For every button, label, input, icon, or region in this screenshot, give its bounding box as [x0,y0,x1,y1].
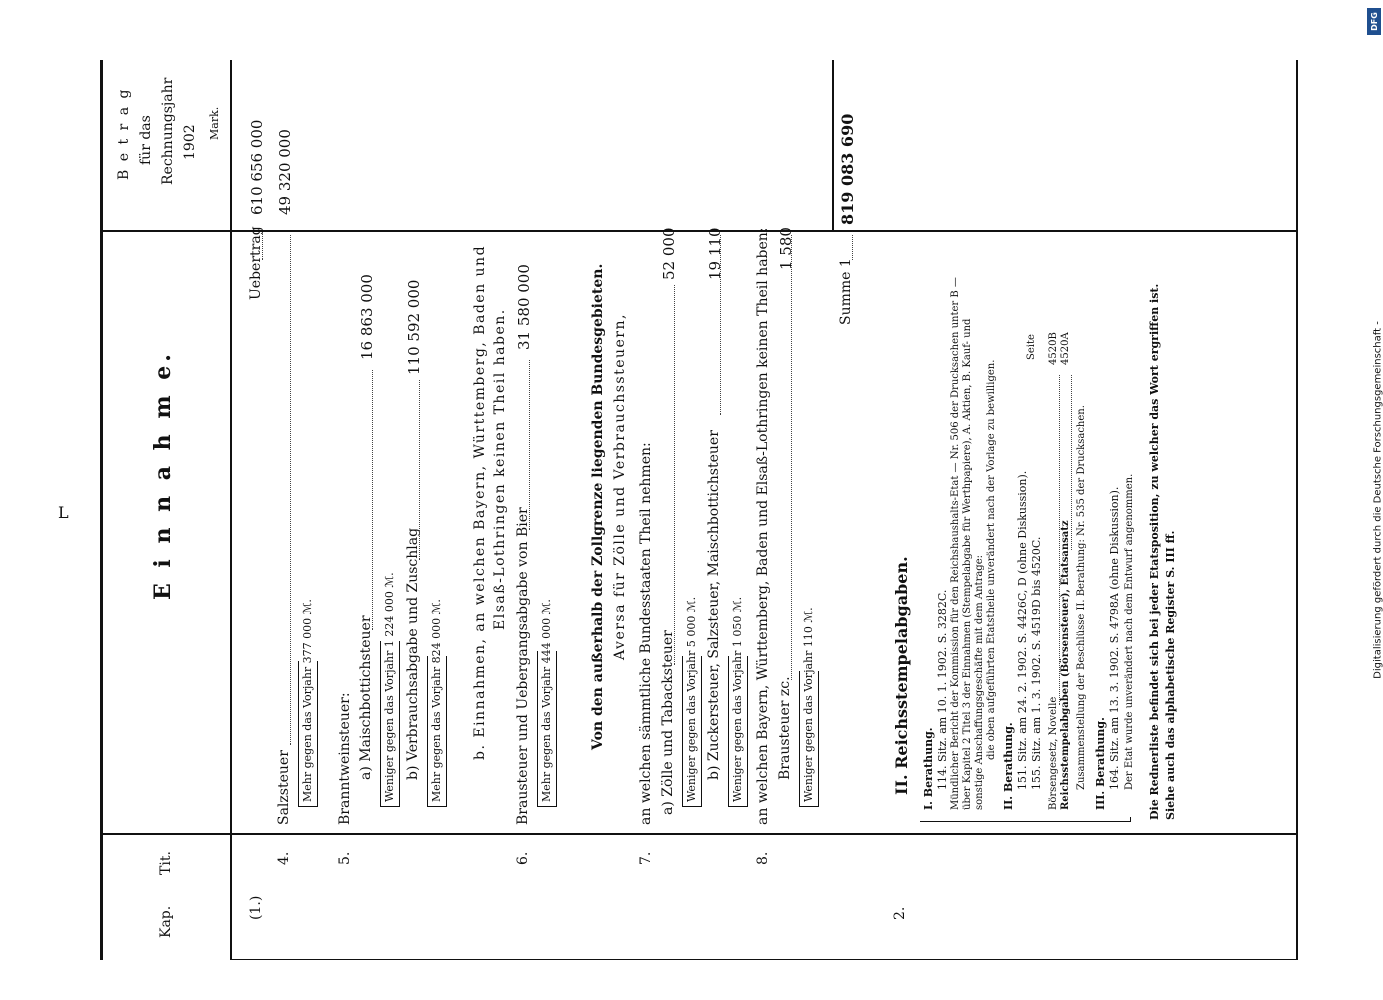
seite-value-1: 4520B [1048,332,1059,365]
tit-4-number: 4. [276,851,292,865]
total-underline [832,60,834,232]
report-line-2: über Kapitel 2 Titel 3 der Einnahmen (Stempelabgabe für Werthpapiere), A. Aktien, B. Kauf- und [962,318,973,810]
kap-tit-divider [230,959,1296,960]
tit-8-leader [791,235,792,680]
report-line-1: Mündlicher Bericht der Kommission für den Reichshaushalts-Etat — Nr. 506 der Drucksachen unter B — [950,277,961,810]
mark-header: Mark. [208,106,221,140]
tit-header: Tit. [158,851,174,875]
table-bottom-rule [1296,60,1298,960]
year-header: 1902 [182,124,198,160]
seite-label: Seite [1026,334,1037,360]
tit-5b-leader [419,380,420,560]
reading-3-heading: III. Berathung. [1094,717,1107,810]
uebertrag-label: Uebertrag [248,226,264,300]
tit-8-label: an welchen Bayern, Württemberg, Baden und Elsaß-Lothringen keinen Theil haben: [755,227,771,825]
tit-7b-label: b) Zuckersteuer, Salzsteuer, Maischbottichsteuer [706,430,722,780]
reading-2-line-1: 151. Sitz. am 24. 2. 1902. S. 4426C, D (ohne Diskussion). [1016,470,1029,790]
summe-leader [852,235,853,260]
tit-5b-note: Mehr gegen das Vorjahr 824 000 ℳ. [430,599,443,802]
section-b-heading-1: b. Einnahmen, an welchen Bayern, Württemberg, Baden und [472,244,488,760]
section-c-heading-1: Von den außerhalb der Zollgrenze liegenden Bundesgebieten. [590,263,606,750]
reading-3-line: 164. Sitz. am 13. 3. 1902. S. 4798A (ohne Diskussion). [1108,486,1121,790]
report-line-4: die oben aufgeführten Etatstheile unverändert nach der Vorlage zu bewilligen. [986,359,997,760]
section-2-bracket [920,817,1131,822]
tit-7a-amount: 52 000 [660,227,678,280]
tit-5a-note: Weniger gegen das Vorjahr 1 224 000 ℳ. [383,572,396,802]
summe-label: Summe 1 [838,258,854,325]
reading-3-note: Der Etat wurde unverändert nach dem Entwurf angenommen. [1124,473,1135,790]
reading-1-heading: I. Berathung. [922,727,935,810]
uebertrag-amount: 610 656 000 [248,119,266,215]
tit-4-label: Salzsteuer [276,750,292,825]
uebertrag-leader [262,232,263,260]
page-letter: L [58,503,69,522]
tit-5a-label: a) Maischbottichsteuer [358,615,374,780]
page-title: E i n n a h m e. [150,350,176,600]
tit-5-number: 5. [337,851,353,865]
tit-6-amount: 31 580 000 [515,264,533,350]
tit-7-number: 7. [638,851,654,865]
tit-4-leader [290,235,291,745]
tit-column-rule [100,833,1296,835]
kap-header: Kap. [158,905,174,938]
tit-4-note: Mehr gegen das Vorjahr 377 000 ℳ. [301,599,314,802]
tit-8-note: Weniger gegen das Vorjahr 110 ℳ. [802,607,815,802]
tit-5b-amount: 110 592 000 [405,279,423,375]
boerse-line-2: Reichsstempelabgaben (Börsensteuer), Etatsansatz [1060,520,1071,810]
tit-8-number: 8. [755,851,771,865]
reading-2-heading: II. Berathung. [1002,722,1015,810]
kap-2-label: 2. [892,906,908,920]
speaker-list-note: Die Rednerliste befindet sich bei jeder Etatsposition, zu welcher das Wort ergriffen ist. [1148,283,1161,820]
reading-1-line: 114. Sitz. am 10. 1. 1902. S. 3282C. [936,589,949,790]
header-rule [230,60,232,960]
kap-1-label: (1.) [248,895,264,920]
summe-amount: 819 083 690 [838,113,857,225]
rotated-table [100,60,1300,960]
report-line-3: sonstige Anschaffungsgeschäfte mit dem Antrage: [974,555,985,810]
dfg-logo: DFG [1367,8,1381,35]
fuer-das-header: für das [138,115,154,165]
amount-column-rule [100,230,1296,232]
tit-4-amount: 49 320 000 [276,129,294,215]
rechnungsjahr-header: Rechnungsjahr [160,77,176,185]
tit-7a-label: a) Zölle und Tabacksteuer [660,630,676,815]
section-c-heading-2: Aversa für Zölle und Verbrauchssteuern, [612,313,628,660]
tit-7b-amount: 19 110 [706,227,724,280]
tit-5a-amount: 16 863 000 [358,274,376,360]
tit-7-label: an welchen sämmtliche Bundesstaaten Theil nehmen: [638,442,654,825]
boerse-leader-2 [1071,375,1072,550]
tit-7b-note: Weniger gegen das Vorjahr 1 050 ℳ. [731,596,744,802]
digitization-credit: Digitalisierung gefördert durch die Deutsche Forschungsgemeinschaft - [1372,321,1383,679]
zusammenstellung-line: Zusammenstellung der Beschlüsse II. Berathung: Nr. 535 der Drucksachen. [1076,405,1087,790]
tit-6-number: 6. [515,851,531,865]
boerse-line-1: Börsengesetz, Novelle [1048,696,1059,810]
tit-6-leader [529,360,530,530]
tit-8-amount: 1 580 [777,227,795,270]
tit-5-label: Branntweinsteuer: [337,692,353,825]
seite-value-2: 4520A [1060,332,1071,365]
tit-7a-note: Weniger gegen das Vorjahr 5 000 ℳ. [685,596,698,802]
tit-7a-leader [674,285,675,665]
register-note: Siehe auch das alphabetische Register S. III ff. [1164,530,1177,820]
tit-8-sub-label: Brausteuer zc. [777,676,793,780]
section-b-heading-2: Elsaß-Lothringen keinen Theil haben. [492,308,508,630]
betrag-header: B e t r a g [116,87,132,180]
section-2-title: II. Reichsstempelabgaben. [892,556,911,795]
tit-5a-leader [372,370,373,630]
tit-6-label: Brausteuer und Uebergangsabgabe von Bier [515,507,531,825]
tit-5b-label: b) Verbrauchsabgabe und Zuschlag [405,527,421,780]
table-top-rule [100,60,103,960]
reading-2-line-2: 155. Sitz. am 1. 3. 1902. S. 4519D bis 4520C. [1030,536,1043,790]
tit-6-note: Mehr gegen das Vorjahr 444 000 ℳ. [540,599,553,802]
